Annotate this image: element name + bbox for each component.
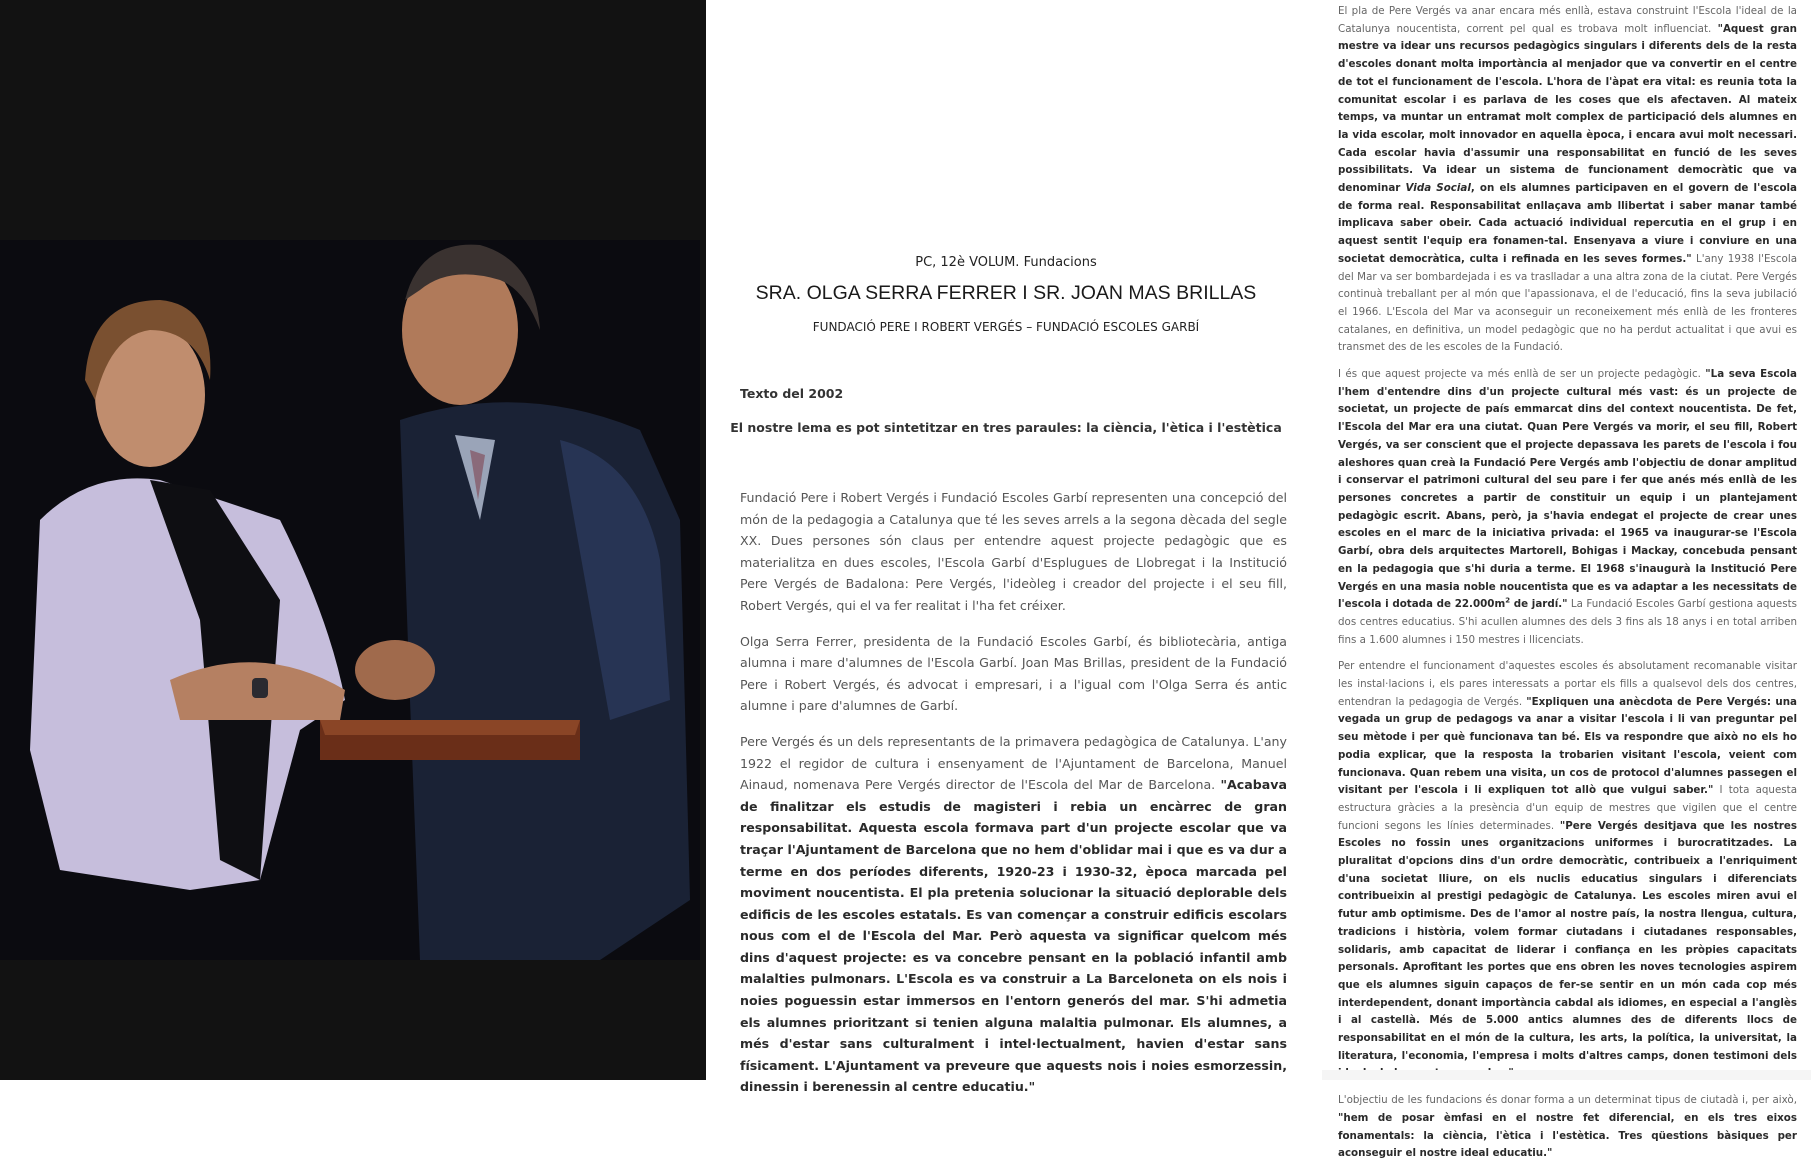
- paragraph-text: L'objectiu de les fundacions és donar forma a un determinat tipus de ciutadà i, per això,: [1338, 1094, 1797, 1107]
- quote-text: "Expliquen una anècdota de Pere Vergés: una vegada un grup de pedagogs va anar a visitar l'escola i li van preguntar pel seu mètode i per què funcionava tan bé. Els va respondre que això no els ho podia explicar, que la resposta la trobarien visitant l'escola, veient com funcionava. Quan rebem una visita, un cos de protocol d'alumnes passegen el visitant per l'escola i li expliquen tot allò que vulgui saber.": [1338, 695, 1797, 797]
- article-body-right: [1338, 3, 1797, 1172]
- motto: El nostre lema es pot sintetitzar en tres paraules: la ciència, l'ètica i l'estètica: [730, 420, 1282, 435]
- quote-text: "La seva Escola l'hem d'entendre dins d'un projecte cultural més vast: és un projecte de societat, un projecte de país emmarcat dins del context noucentista. De fet, l'Escola del Mar era una ciutat. Quan Pere Vergés va morir, el seu fill, Robert Vergés, va ser conscient que el projecte depassava les parets de l'escola i fou aleshores quan creà la Fundació Pere Vergés amb l'objectiu de donar amplitud i conservar el patrimoni cultural del seu pare i fer que anés més enllà de les persones concretes a partir de constituir un equip i un plantejament pedagògic escrit. Abans, però, ja s'havia endegat el projecte de crear unes escoles en el marc de la iniciativa privada: el 1965 va inaugurar-se l'Escola Garbí, obra dels arquitectes Martorell, Bohigas i Mackay, concebuda pensant en la pedagogia que s'hi duria a terme. El 1968 s'inaugurà la Institució Pere Vergés en una masia noble noucentista que es va adaptar a les necessitats de l'escola i dotada de 22.000m: [1338, 368, 1797, 611]
- quote-text: "hem de posar èmfasi en el nostre fet diferencial, en els tres eixos fonamentals: la ciència, l'ètica i l'estètica. Tres qüestions bàsiques per aconseguir el nostre ideal educatiu.": [1338, 1111, 1797, 1160]
- publication-kicker: PC, 12è VOLUM. Fundacions: [915, 255, 1097, 270]
- article-body-left: [740, 487, 1287, 1112]
- quote-text: "Aquest gran mestre va idear uns recursos pedagògics singulars i diferents dels de la resta d'escoles donant molta importància al menjador que va convertir en el centre de tot el funcionament de l'escola. L'hora de l'àpat era vital: es reunia tota la comunitat escolar i es parlava de les coses que els afectaven. Al mateix temps, va muntar un entramat molt complex de participació dels alumnes en la vida escolar, molt innovador en aquella època, i encara avui molt necessari. Cada escolar havia d'assumir una responsabilitat en funció de les seves possibilitats. Va idear un sistema de funcionament democràtic que va denominar: [1338, 22, 1798, 195]
- portrait-photo: [0, 0, 706, 1080]
- paragraph-text: La Fundació Escoles Garbí gestiona aquests dos centres educatius. S'hi acullen alumnes des dels 3 fins als 18 anys i en total arriben fins a 1.600 alumnes i 150 mestres i llicenciats.: [1338, 598, 1797, 646]
- paragraph: [1338, 3, 1797, 357]
- paragraph-text: Per entendre el funcionament d'aquestes escoles és absolutament recomanable visitar les instal·lacions i, els pares interessats a portar els fills a qualsevol dels dos centres, entendran la pedagogia de Vergés.: [1338, 660, 1797, 708]
- paragraph: [740, 731, 1287, 1098]
- paragraph: [1338, 658, 1797, 1083]
- portrait-illustration: [0, 0, 706, 1080]
- quote-text: , on els alumnes participaven en el govern de l'escola de forma real. Responsabilitat enllaçava amb llibertat i saber manar també implicava saber obeir. Cada actuació individual repercutia en el grup i en aquest sentit l'equip era fonamen-tal. Ensenyava a viure i conviure en una societat democràtica, culta i refinada en les seves formes.": [1338, 182, 1797, 265]
- paragraph: Olga Serra Ferrer, presidenta de la Fundació Escoles Garbí, és bibliotecària, antiga alumna i mare d'alumnes de l'Escola Garbí. Joan Mas Brillas, president de la Fundació Pere i Robert Vergés, és advocat i empresari, i a l'igual com l'Olga Serra és antic alumne i pare d'alumnes de Garbí.: [740, 633, 1287, 714]
- paragraph-text: I tota aquesta estructura gràcies a la presència d'un equip de mestres que vigilen que el centre funcioni segons les línies determinades.: [1338, 784, 1797, 832]
- paragraph: [1338, 366, 1797, 649]
- emphasis-text: Vida Social: [1405, 182, 1471, 195]
- article-page-right: [1322, 0, 1811, 1160]
- page-edge-shade: [1322, 1070, 1811, 1080]
- paragraph: [1338, 1092, 1797, 1163]
- paragraph-text: El pla de Pere Vergés va anar encara més enllà, estava construint l'Escola l'ideal de la Catalunya noucentista, corrent pel qual es trobava molt influenciat.: [1338, 5, 1797, 35]
- article-title: SRA. OLGA SERRA FERRER I SR. JOAN MAS BRILLAS: [755, 282, 1257, 304]
- paragraph: Fundació Pere i Robert Vergés i Fundació Escoles Garbí representen una concepció del món de la pedagogia a Catalunya que té les seves arrels a la segona dècada del segle XX. Dues persones són claus per entendre aquest projecte pedagògic que es materialitza en dues escoles, l'Escola Garbí d'Esplugues de Llobregat i la Institució Pere Vergés de Badalona: Pere Vergés, l'ideòleg i creador del projecte i el seu fill, Robert Vergés, qui el va fer realitat i l'ha fet créixer.: [740, 490, 1287, 613]
- paragraph-text: I és que aquest projecte va més enllà de ser un projecte pedagògic.: [1338, 368, 1706, 381]
- paragraph-text: L'any 1938 l'Escola del Mar va ser bombardejada i es va traslladar a una altra zona de la ciutat. Pere Vergés continuà treballant per al món que l'apassionava, el de l'educació, fins la seva jubilació el 1966. L'Escola del Mar va aconseguir un reconeixement més enllà de les fronteres catalanes, en definitiva, un model pedagògic que no ha perdut actualitat i que avui es transmet des de les escoles de la Fundació.: [1338, 252, 1798, 354]
- quote-text: "Pere Vergés desitjava que les nostres Escoles no fossin unes organitzacions uniformes i burocratitzades. La pluralitat d'opcions dins d'un ordre democràtic, contribueix a l'enriquiment d'una societat lliure, on els nuclis educatius singulars i diferenciats contribueixin al prestigi pedagògic de Catalunya. Les escoles miren avui el futur amb optimisme. Des de l'amor al nostre país, la nostra llengua, cultura, tradicions i història, volem formar ciutadans i ciutadanes responsables, solidaris, amb capacitat de liderar i confiança en les pròpies capacitats personals. Aprofitant les portes que ens obren les noves tecnologies aspirem que els alumnes siguin capaços de fer-se sentir en un món cada cop més interdependent, donant importància cabdal als idiomes, en especial a l'anglès i al castellà. Més de 5.000 antics alumnes des de diferents llocs de responsabilitat en el món de la cultura, les arts, la política, la universitat, la literatura, l'economia, l'empresa i molts d'altres camps, donen testimoni dels: [1338, 819, 1797, 1062]
- article-page-left: [706, 0, 1306, 1095]
- quote-text: "Acabava de finalitzar els estudis de magisteri i rebia un encàrrec de gran responsabilitat. Aquesta escola formava part d'un projecte escolar que va traçar l'Ajuntament de Barcelona que no hem d'oblidar mai i que es va dur a terme en dos períodes diferents, 1920-23 i 1930-32, època marcada pel moviment noucentista. El pla pretenia solucionar la situació deplorable dels edificis de les escoles estatals. Es van començar a construir edificis escolars nous com el de l'Escola del Mar. Però aquesta va significar quelcom més dins d'aquest projecte: es va concebre pensant en la població infantil amb malalties pulmonars. L'Escola es va construir a La Barceloneta on els nois i noies poguessin estar immersos en l'entorn generós del mar. S'hi admetia els alumnes prioritzant si tenien alguna malaltia pulmonar. Els alumnes, a més d'estar sans culturalment i intel·lectualment, havien d'estar sans físicament. L'Ajuntament va preveure que aquests nois i noies esmorzessin, dinessin i berenessin al centre educatiu.": [740, 777, 1287, 1095]
- quote-text: de jardí.": [1510, 598, 1568, 611]
- superscript: 2: [1505, 596, 1511, 605]
- paragraph-text: Pere Vergés és un dels representants de la primavera pedagògica de Catalunya. L'any 1922 el regidor de cultura i ensenyament de l'Ajuntament de Barcelona, Manuel Ainaud, nomenava Pere Vergés director de l'Escola del Mar de Barcelona.: [740, 733, 1287, 793]
- text-year-label: Texto del 2002: [740, 386, 844, 401]
- article-subtitle: FUNDACIÓ PERE I ROBERT VERGÉS – FUNDACIÓ ESCOLES GARBÍ: [812, 320, 1200, 334]
